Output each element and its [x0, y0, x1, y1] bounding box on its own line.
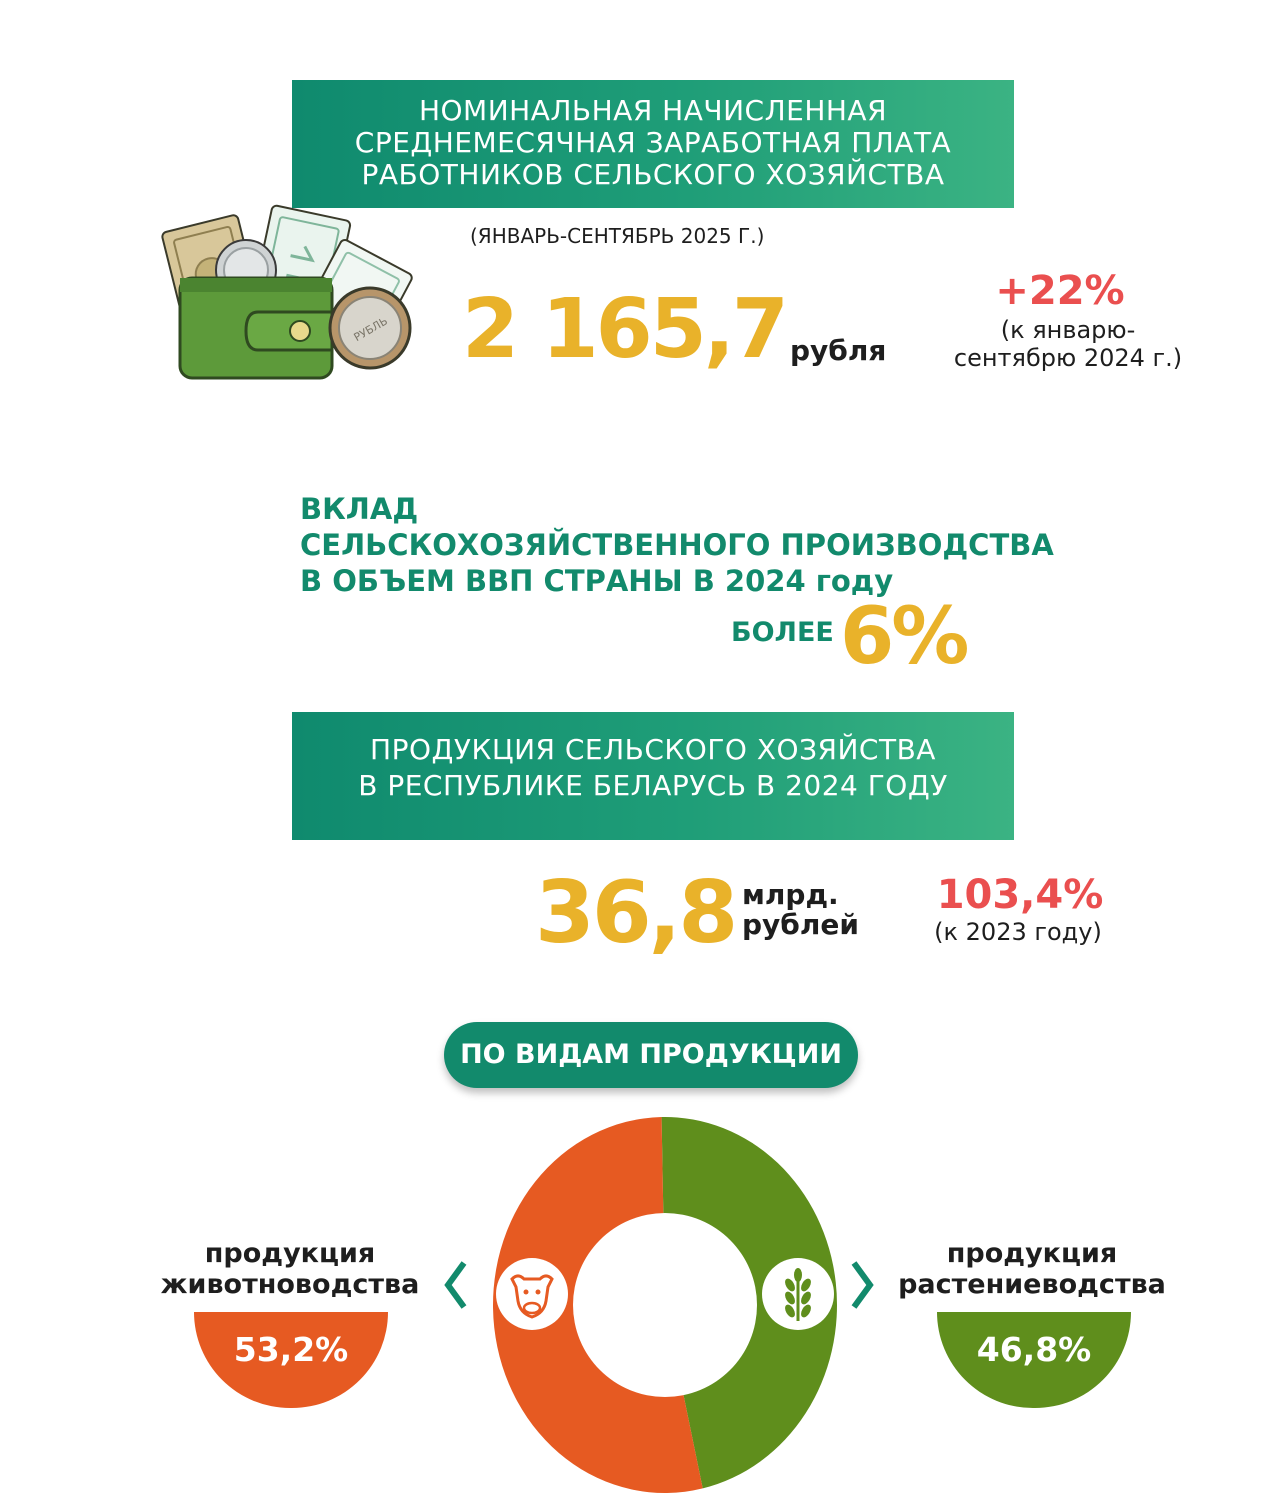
coin-label: РУБЛЬ	[351, 314, 390, 345]
production-donut-chart	[480, 1117, 850, 1493]
livestock-label	[140, 1238, 440, 1300]
production-growth-note: (к 2023 году)	[934, 918, 1102, 946]
gdp-title	[300, 491, 1054, 599]
crop-label-line: растениеводства	[898, 1269, 1166, 1300]
chevron-left-icon	[440, 1255, 470, 1315]
production-unit-line: рублей	[742, 908, 859, 941]
gdp-title-line: СЕЛЬСКОХОЗЯЙСТВЕННОГО ПРОИЗВОДСТВА	[300, 528, 1054, 562]
production-title-line: В РЕСПУБЛИКЕ БЕЛАРУСЬ В 2024 ГОДУ	[358, 769, 948, 802]
production-growth: 103,4%	[936, 872, 1104, 918]
gdp-title-line: В ОБЪЕМ ВВП СТРАНЫ В 2024 году	[300, 564, 894, 598]
livestock-label-line: животноводства	[160, 1269, 420, 1300]
wage-growth-note	[938, 316, 1198, 372]
wage-title-line: РАБОТНИКОВ СЕЛЬСКОГО ХОЗЯЙСТВА	[361, 158, 945, 191]
breakdown-title-pill: ПО ВИДАМ ПРОДУКЦИИ	[444, 1022, 858, 1088]
chevron-right-icon	[848, 1255, 878, 1315]
wage-growth-note-line: сентябрю 2024 г.)	[953, 344, 1183, 372]
production-unit-line: млрд.	[742, 878, 839, 911]
production-title-banner	[292, 712, 1014, 840]
production-title-line: ПРОДУКЦИЯ СЕЛЬСКОГО ХОЗЯЙСТВА	[370, 733, 936, 766]
wage-growth-note-line: (к январю-	[1000, 316, 1136, 344]
livestock-label-line: продукция	[204, 1238, 376, 1269]
cow-icon	[496, 1258, 568, 1330]
gdp-title-line: ВКЛАД	[300, 492, 419, 526]
donut-hole	[573, 1213, 757, 1397]
wage-title-banner	[292, 80, 1014, 208]
gdp-prefix: БОЛЕЕ	[731, 617, 834, 648]
wheat-icon	[762, 1258, 834, 1330]
wage-growth: +22%	[995, 268, 1125, 314]
wage-value: 2 165,7	[462, 282, 786, 377]
production-unit	[742, 880, 859, 940]
crop-value-badge: 46,8%	[937, 1312, 1131, 1408]
wage-title-line: НОМИНАЛЬНАЯ НАЧИСЛЕННАЯ	[418, 94, 888, 127]
gdp-value: 6%	[840, 592, 967, 682]
wage-title-line: СРЕДНЕМЕСЯЧНАЯ ЗАРАБОТНАЯ ПЛАТА	[354, 126, 952, 159]
crop-label-line: продукция	[946, 1238, 1118, 1269]
production-value: 36,8	[535, 863, 736, 963]
wage-unit: рубля	[790, 334, 887, 367]
livestock-value-badge: 53,2%	[194, 1312, 388, 1408]
crop-label	[882, 1238, 1182, 1300]
wage-period: (ЯНВАРЬ-СЕНТЯБРЬ 2025 Г.)	[470, 224, 765, 248]
wallet-money-icon	[160, 200, 420, 385]
